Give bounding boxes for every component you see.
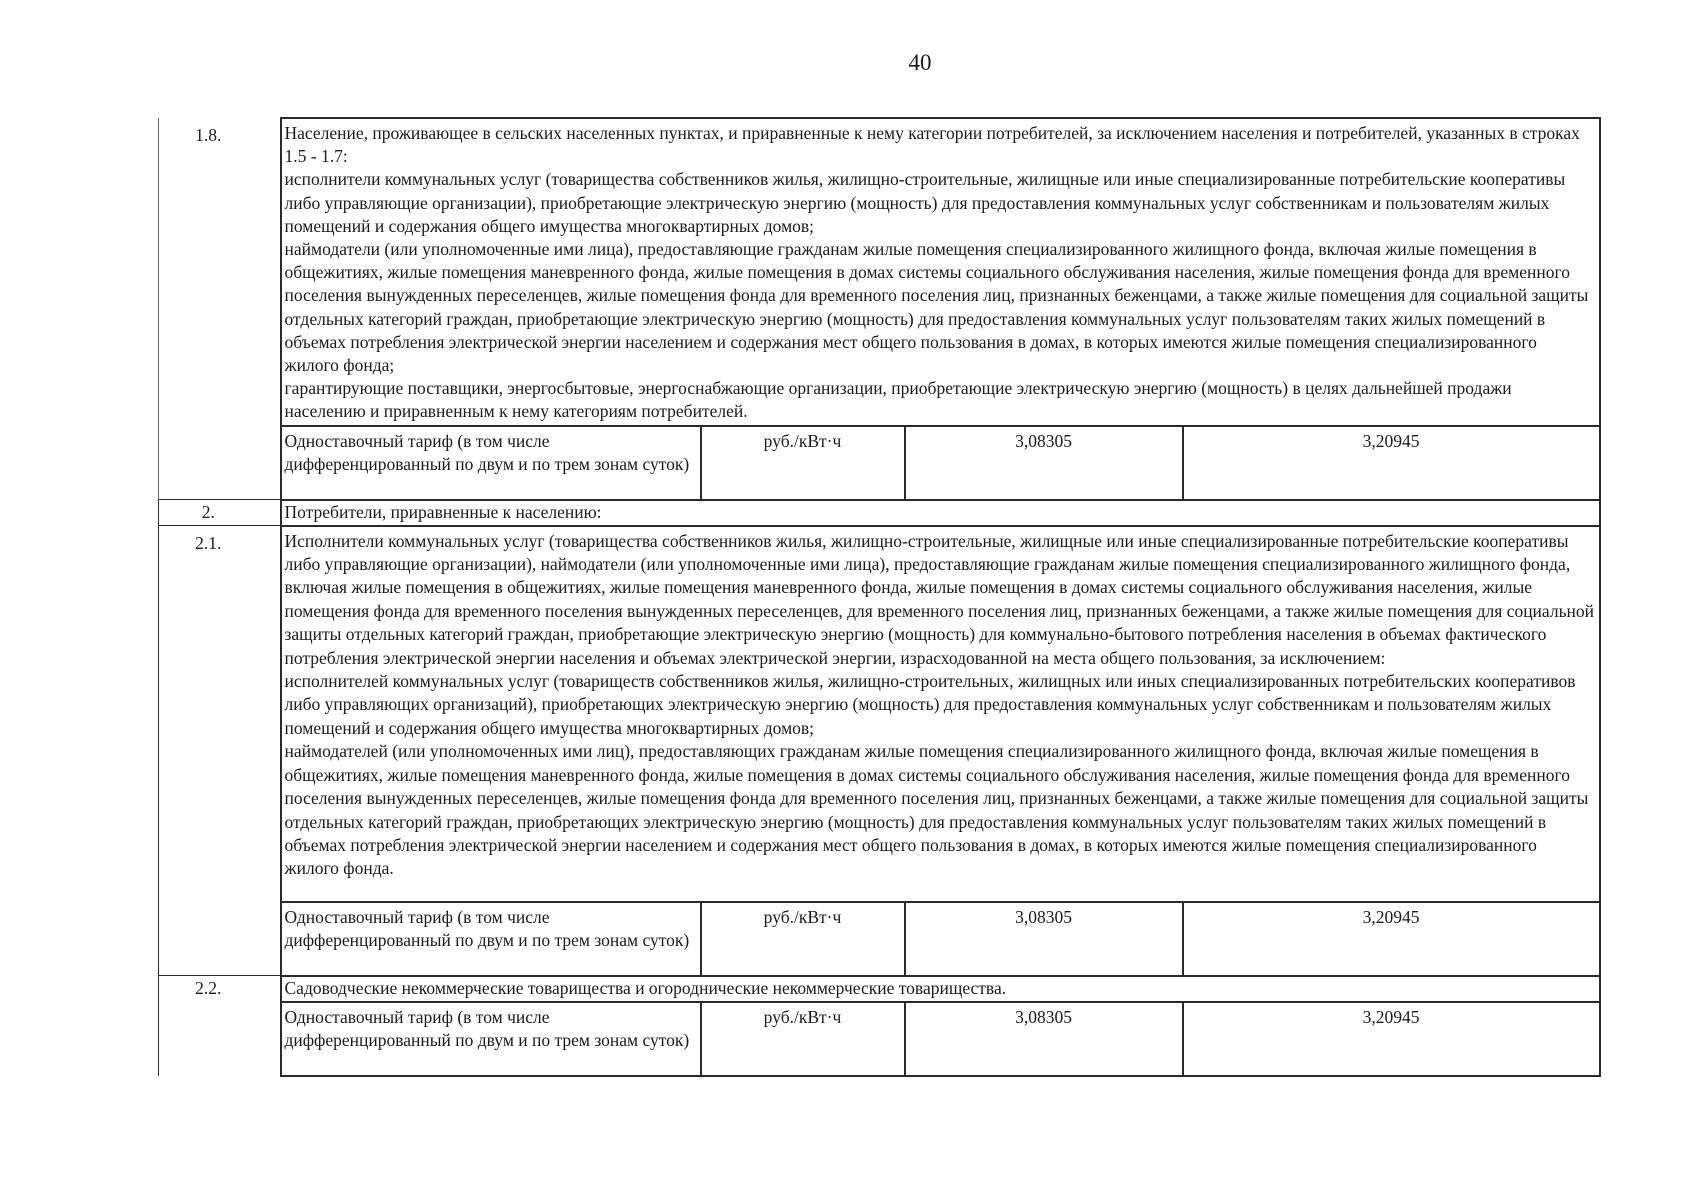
table-row-2-2 [159,976,1600,1002]
tariff-value-2: 3,20945 [1183,1002,1600,1076]
tariff-row [159,426,1600,500]
tariff-table [158,117,1601,1077]
tariff-unit: руб./кВт·ч [701,426,905,500]
tariff-value-2: 3,20945 [1183,426,1600,500]
tariff-name: Одноставочный тариф (в том числе дифференцированный по двум и по трем зонам суток) [281,426,701,500]
tariff-unit: руб./кВт·ч [701,1002,905,1076]
tariff-unit: руб./кВт·ч [701,902,905,976]
page-number: 40 [908,50,932,75]
tariff-value-2: 3,20945 [1183,902,1600,976]
table-row-2-1 [159,526,1600,902]
row-number: 2.1. [159,526,281,976]
tariff-row [159,902,1600,976]
row-description: Потребители, приравненные к населению: [281,500,1600,526]
row-description: Садоводческие некоммерческие товарищества и огороднические некоммерческие товарищества. [281,976,1600,1002]
row-number: 2.2. [159,976,281,1076]
row-description: Исполнители коммунальных услуг (товарищества собственников жилья, жилищно-строительные, жилищные или иные специализированные потребительские кооперативы либо управляющие организации), наймодатели (или уполномоченные ими лица), предоставляющие гражданам жилые помещения специализированного жилищного фонда, включая жилые помещения в общежитиях, жилые помещения маневренного фонда, жилые помещения в домах системы социального обслуживания населения, жилые помещения фонда для временного поселения вынужденных переселенцев, для временного поселения лиц, признанных беженцами, а также жилые помещения для социальной защиты отдельных категорий граждан, приобретающие электрическую энергию (мощность) для коммунально-бытового потребления населения в объемах фактического потребления электрической энергии населения и объемах электрической энергии, израсходованной на места общего пользования, за исключением: исполнителей коммунальных услуг (товариществ собственников жилья, жилищно-строительных, жилищных или иных специализированных потребительских кооперативов либо управляющих организаций), приобретающих электрическую энергию (мощность) для предоставления коммунальных услуг собственникам и пользователям жилых помещений и содержания общего имущества многоквартирных домов; наймодателей (или уполномоченных ими лиц), предоставляющих гражданам жилые помещения специализированного жилищного фонда, включая жилые помещения в общежитиях, жилые помещения маневренного фонда, жилые помещения в домах системы социального обслуживания населения, жилые помещения фонда для временного поселения вынужденных переселенцев, жилые помещения фонда для временного поселения лиц, признанных беженцами, а также жилые помещения для социальной защиты отдельных категорий граждан, приобретающих электрическую энергию (мощность) для предоставления коммунальных услуг пользователям таких жилых помещений в объемах потребления электрической энергии населением и содержания мест общего пользования в домах, в которых имеются жилые помещения специализированного жилого фонда. [281,526,1600,902]
tariff-row [159,1002,1600,1076]
table-row-2 [159,500,1600,526]
tariff-value-1: 3,08305 [905,902,1183,976]
tariff-name: Одноставочный тариф (в том числе дифференцированный по двум и по трем зонам суток) [281,1002,701,1076]
tariff-value-1: 3,08305 [905,1002,1183,1076]
row-number: 2. [159,500,281,526]
tariff-value-1: 3,08305 [905,426,1183,500]
table-row-1-8 [159,118,1600,426]
row-number: 1.8. [159,118,281,500]
tariff-name: Одноставочный тариф (в том числе дифференцированный по двум и по трем зонам суток) [281,902,701,976]
row-description: Население, проживающее в сельских населенных пунктах, и приравненные к нему категории потребителей, за исключением населения и потребителей, указанных в строках 1.5 - 1.7: исполнители коммунальных услуг (товарищества собственников жилья, жилищно-строительные, жилищные или иные специализированные потребительские кооперативы либо управляющие организации), приобретающие электрическую энергию (мощность) для предоставления коммунальных услуг собственникам и пользователям жилых помещений и содержания общего имущества многоквартирных домов; наймодатели (или уполномоченные ими лица), предоставляющие гражданам жилые помещения специализированного жилищного фонда, включая жилые помещения в общежитиях, жилые помещения маневренного фонда, жилые помещения в домах системы социального обслуживания населения, жилые помещения фонда для временного поселения вынужденных переселенцев, жилые помещения фонда для временного поселения лиц, признанных беженцами, а также жилые помещения для социальной защиты отдельных категорий граждан, приобретающие электрическую энергию (мощность) для предоставления коммунальных услуг пользователям таких жилых помещений в объемах потребления электрической энергии населением и содержания мест общего пользования в домах, в которых имеются жилые помещения специализированного жилого фонда; гарантирующие поставщики, энергосбытовые, энергоснабжающие организации, приобретающие электрическую энергию (мощность) в целях дальнейшей продажи населению и приравненным к нему категориям потребителей. [281,118,1600,426]
